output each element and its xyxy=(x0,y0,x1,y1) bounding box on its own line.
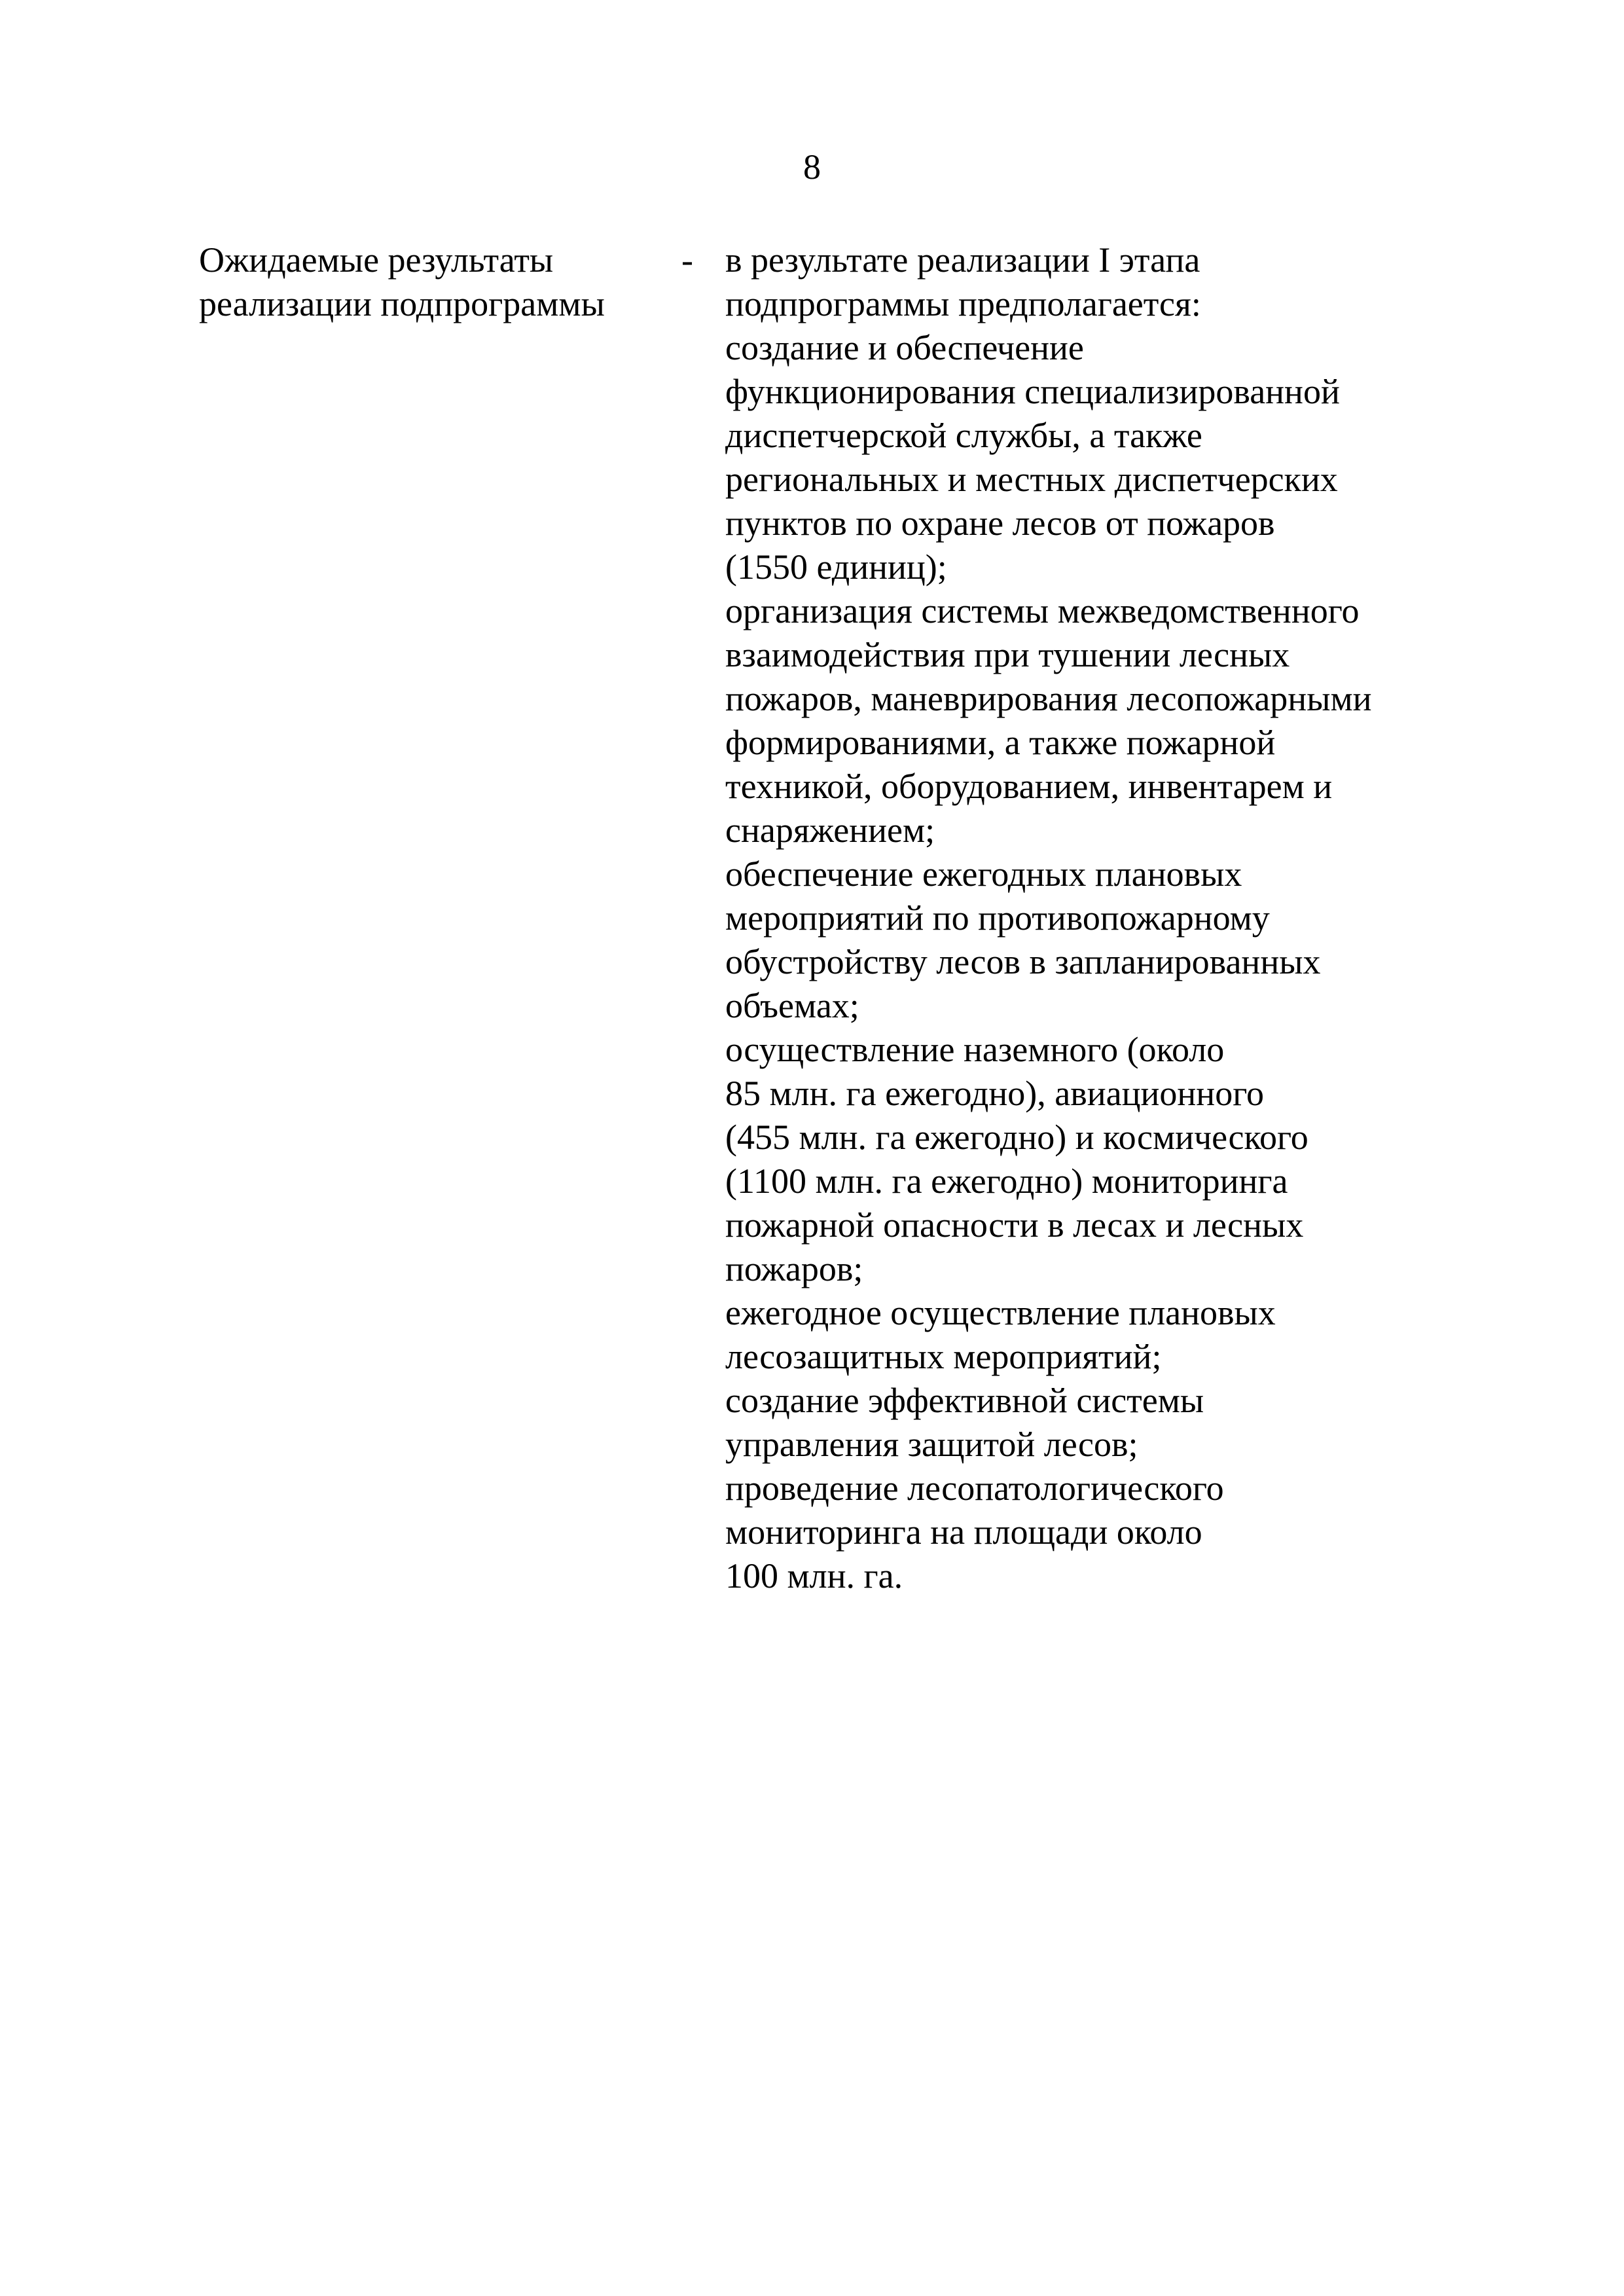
content-line: диспетчерской службы, а также xyxy=(725,416,1202,455)
content-line: осуществление наземного (около xyxy=(725,1030,1225,1069)
content-line: 85 млн. га ежегодно), авиационного xyxy=(725,1074,1264,1113)
content-line: формированиями, а также пожарной xyxy=(725,723,1276,762)
content-line: подпрограммы предполагается: xyxy=(725,284,1201,323)
content-line: создание и обеспечение xyxy=(725,328,1084,367)
content-line: пожаров; xyxy=(725,1249,863,1288)
content-line: объемах; xyxy=(725,986,859,1025)
content-line: пунктов по охране лесов от пожаров xyxy=(725,503,1275,543)
page-number: 8 xyxy=(803,147,821,187)
content-line: региональных и местных диспетчерских xyxy=(725,460,1338,499)
content-line: взаимодействия при тушении лесных xyxy=(725,635,1290,674)
row-label-line: Ожидаемые результаты xyxy=(199,240,554,280)
content-line: пожаров, маневрирования лесопожарными xyxy=(725,679,1372,718)
content-line: управления защитой лесов; xyxy=(725,1425,1138,1464)
content-line: ежегодное осуществление плановых xyxy=(725,1293,1276,1332)
content-line: функционирования специализированной xyxy=(725,372,1340,411)
content-line: мониторинга на площади около xyxy=(725,1512,1202,1552)
content-line: снаряжением; xyxy=(725,811,935,850)
row-label xyxy=(199,238,670,326)
content-line: пожарной опасности в лесах и лесных xyxy=(725,1205,1304,1245)
row-label-line: реализации подпрограммы xyxy=(199,284,605,323)
content-line: (1100 млн. га ежегодно) мониторинга xyxy=(725,1161,1288,1201)
content-line: в результате реализации I этапа xyxy=(725,240,1200,280)
content-line: (455 млн. га ежегодно) и космического xyxy=(725,1118,1308,1157)
content-line: обустройству лесов в запланированных xyxy=(725,942,1321,981)
content-line: 100 млн. га. xyxy=(725,1556,903,1595)
content-line: мероприятий по противопожарному xyxy=(725,898,1270,938)
content-line: (1550 единиц); xyxy=(725,547,947,587)
content-line: обеспечение ежегодных плановых xyxy=(725,854,1242,894)
row-separator-dash: - xyxy=(681,240,693,280)
content-line: техникой, оборудованием, инвентарем и xyxy=(725,767,1333,806)
content-line: проведение лесопатологического xyxy=(725,1468,1224,1508)
content-line: создание эффективной системы xyxy=(725,1381,1204,1420)
row-content xyxy=(725,238,1498,1598)
content-line: лесозащитных мероприятий; xyxy=(725,1337,1162,1376)
content-line: организация системы межведомственного xyxy=(725,591,1360,630)
